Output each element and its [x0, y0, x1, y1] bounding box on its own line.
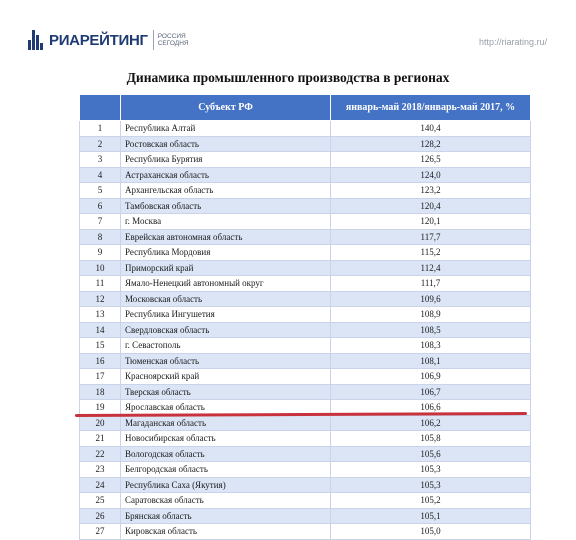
table-row [80, 167, 531, 183]
table-row [80, 369, 531, 385]
growth-value: 124,0 [331, 167, 531, 183]
growth-value: 108,1 [331, 353, 531, 369]
row-number: 9 [80, 245, 121, 261]
region-name: Белгородская область [121, 462, 331, 478]
region-name: Астраханская область [121, 167, 331, 183]
growth-value: 140,4 [331, 121, 531, 137]
row-number: 19 [80, 400, 121, 416]
region-name: Республика Бурятия [121, 152, 331, 168]
region-name: Республика Мордовия [121, 245, 331, 261]
growth-value: 109,6 [331, 291, 531, 307]
row-number: 7 [80, 214, 121, 230]
region-name: Ямало-Ненецкий автономный округ [121, 276, 331, 292]
page-title: Динамика промышленного производства в регионах [126, 70, 450, 85]
row-number: 16 [80, 353, 121, 369]
row-number: 17 [80, 369, 121, 385]
region-name: Тамбовская область [121, 198, 331, 214]
region-name: Кировская область [121, 524, 331, 540]
table-row [80, 431, 531, 447]
region-name: Ярославская область [121, 400, 331, 416]
row-number: 14 [80, 322, 121, 338]
table-row [80, 198, 531, 214]
logo-text: РИАРЕЙТИНГ [49, 31, 148, 49]
growth-value: 111,7 [331, 276, 531, 292]
row-number: 12 [80, 291, 121, 307]
growth-value: 117,7 [331, 229, 531, 245]
row-number: 20 [80, 415, 121, 431]
row-number: 15 [80, 338, 121, 354]
row-number: 4 [80, 167, 121, 183]
table-row [80, 493, 531, 509]
growth-value: 108,3 [331, 338, 531, 354]
row-number: 26 [80, 508, 121, 524]
logo-divider [153, 30, 154, 50]
table-row [80, 229, 531, 245]
row-number: 24 [80, 477, 121, 493]
row-number: 18 [80, 384, 121, 400]
row-number: 1 [80, 121, 121, 137]
table-row [80, 353, 531, 369]
table-row [80, 415, 531, 431]
growth-value: 106,6 [331, 400, 531, 416]
row-number: 27 [80, 524, 121, 540]
row-number: 2 [80, 136, 121, 152]
row-number: 21 [80, 431, 121, 447]
table-row [80, 276, 531, 292]
column-header-region: Субъект РФ [121, 95, 331, 121]
table-row [80, 121, 531, 137]
region-name: Приморский край [121, 260, 331, 276]
region-name: Магаданская область [121, 415, 331, 431]
row-number: 6 [80, 198, 121, 214]
table-row [80, 338, 531, 354]
growth-value: 105,3 [331, 462, 531, 478]
region-name: Тюменская область [121, 353, 331, 369]
table-row [80, 260, 531, 276]
region-name: г. Москва [121, 214, 331, 230]
table-row [80, 446, 531, 462]
region-name: Красноярский край [121, 369, 331, 385]
growth-value: 105,3 [331, 477, 531, 493]
region-name: Республика Саха (Якутия) [121, 477, 331, 493]
growth-value: 120,1 [331, 214, 531, 230]
growth-value: 105,1 [331, 508, 531, 524]
table-row [80, 183, 531, 199]
growth-value: 128,2 [331, 136, 531, 152]
growth-value: 105,0 [331, 524, 531, 540]
region-name: Новосибирская область [121, 431, 331, 447]
row-number: 25 [80, 493, 121, 509]
growth-value: 115,2 [331, 245, 531, 261]
growth-value: 105,2 [331, 493, 531, 509]
region-name: Свердловская область [121, 322, 331, 338]
row-number: 5 [80, 183, 121, 199]
table-header-row [80, 95, 531, 121]
region-name: Московская область [121, 291, 331, 307]
growth-value: 106,9 [331, 369, 531, 385]
growth-value: 126,5 [331, 152, 531, 168]
row-number: 23 [80, 462, 121, 478]
growth-value: 105,8 [331, 431, 531, 447]
table-row [80, 214, 531, 230]
growth-value: 120,4 [331, 198, 531, 214]
table-row [80, 307, 531, 323]
growth-value: 108,5 [331, 322, 531, 338]
growth-value: 112,4 [331, 260, 531, 276]
table-row [80, 136, 531, 152]
ria-rating-logo[interactable] [28, 29, 192, 51]
region-name: Республика Ингушетия [121, 307, 331, 323]
table-row [80, 152, 531, 168]
region-name: Вологодская область [121, 446, 331, 462]
table-row [80, 477, 531, 493]
row-number: 10 [80, 260, 121, 276]
growth-value: 106,2 [331, 415, 531, 431]
region-name: Республика Алтай [121, 121, 331, 137]
row-number: 8 [80, 229, 121, 245]
growth-value: 123,2 [331, 183, 531, 199]
region-name: Еврейская автономная область [121, 229, 331, 245]
table-row [80, 384, 531, 400]
column-header-value: январь-май 2018/январь-май 2017, % [331, 95, 531, 121]
table-row [80, 508, 531, 524]
row-number: 11 [80, 276, 121, 292]
growth-value: 106,7 [331, 384, 531, 400]
region-name: г. Севастополь [121, 338, 331, 354]
table-row [80, 245, 531, 261]
region-name: Архангельская область [121, 183, 331, 199]
row-number: 13 [80, 307, 121, 323]
region-name: Брянская область [121, 508, 331, 524]
row-number: 3 [80, 152, 121, 168]
growth-value: 108,9 [331, 307, 531, 323]
table-row [80, 524, 531, 540]
logo-subtitle: РОССИЯ СЕГОДНЯ [157, 33, 189, 47]
row-number: 22 [80, 446, 121, 462]
logo-bars-icon [28, 30, 44, 50]
site-url-link[interactable]: http://riarating.ru/ [479, 37, 548, 47]
table-row [80, 462, 531, 478]
region-name: Тверская область [121, 384, 331, 400]
region-name: Саратовская область [121, 493, 331, 509]
region-name: Ростовская область [121, 136, 331, 152]
ranking-table [79, 94, 531, 540]
growth-value: 105,6 [331, 446, 531, 462]
table-row [80, 291, 531, 307]
ranking-table-container [79, 94, 530, 540]
column-header-number [80, 95, 121, 121]
table-row [80, 322, 531, 338]
